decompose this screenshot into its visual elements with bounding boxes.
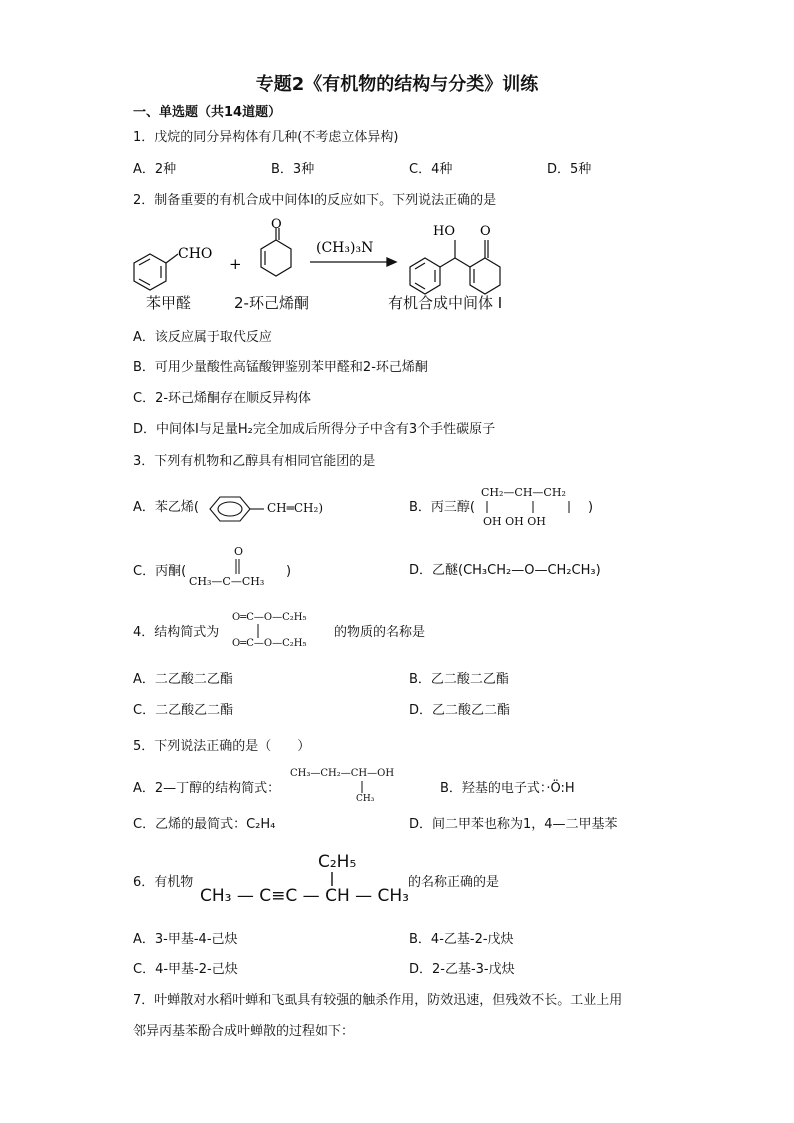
q6-option-a: A．3-甲基-4-己炔: [133, 932, 238, 947]
q3-option-b-close: ): [588, 500, 594, 515]
q4-prefix: 4．结构简式为: [133, 625, 220, 640]
q1-option-d: D．5种: [547, 162, 592, 177]
cho-label: CHO: [178, 246, 213, 262]
benzene-ring-icon: [206, 494, 264, 524]
q4-cc-bond: [254, 624, 262, 638]
q6-branch-bond: [329, 872, 335, 886]
q3-option-b-prefix: B．丙三醇(: [409, 500, 475, 515]
hydroxy-label: HO: [433, 224, 455, 239]
q1-option-b: B．3种: [271, 162, 315, 177]
q3-option-c-prefix: C．丙酮(: [133, 564, 187, 579]
q6-suffix: 的名称正确的是: [408, 875, 500, 890]
acetone-double-bond: [233, 559, 243, 575]
q4-suffix: 的物质的名称是: [334, 625, 426, 640]
cyclohexenone-structure: [261, 228, 291, 276]
q4-option-d: D．乙二酸乙二酯: [409, 703, 511, 718]
q1-option-c: C．4种: [409, 162, 453, 177]
q5-option-a-prefix: A．2—丁醇的结构简式：: [133, 781, 281, 796]
q6-prefix: 6．有机物: [133, 875, 194, 890]
reagent-label: (CH₃)₃N: [316, 240, 374, 256]
q3-option-a-chain: CH═CH₂): [267, 501, 324, 515]
label-cyclohexenone: 2-环己烯酮: [234, 294, 309, 312]
reaction-arrow: [310, 258, 396, 266]
q3-option-d: D．乙醚(CH₃CH₂—O—CH₂CH₃): [409, 563, 601, 578]
section-heading: 一、单选题（共14道题）: [133, 105, 282, 120]
q4-formula-row2: O═C—O—C₂H₅: [232, 638, 307, 649]
q5-option-b: B．羟基的电子式：·Ö:H: [440, 781, 575, 796]
benzaldehyde-structure: [134, 254, 178, 290]
q4-option-c: C．二乙酸乙二酯: [133, 703, 234, 718]
q7-line2: 邻异丙基苯酚合成叶蝉散的过程如下：: [133, 1024, 355, 1039]
q3-option-c-chain: CH₃—C—CH₃: [189, 575, 265, 588]
q4-option-b: B．乙二酸二乙酯: [409, 672, 509, 687]
q3-option-b-chain: CH₂—CH—CH₂: [481, 486, 566, 499]
q5-option-c: C．乙烯的最简式：C₂H₄: [133, 817, 276, 832]
q6-option-b: B．4-乙基-2-戊炔: [409, 932, 514, 947]
q1-option-a: A．2种: [133, 162, 177, 177]
page-title: 专题2《有机物的结构与分类》训练: [255, 74, 539, 95]
label-intermediate: 有机合成中间体 I: [388, 294, 503, 312]
q4-option-a: A．二乙酸二乙酯: [133, 672, 233, 687]
label-benzaldehyde: 苯甲醛: [146, 294, 192, 312]
q3-option-c-oxygen: O: [234, 545, 244, 558]
ketone-o-label-1: O: [271, 218, 282, 232]
q1-stem: 1．戊烷的同分异构体有几种(不考虑立体异构): [133, 130, 399, 145]
q4-formula-row1: O═C—O—C₂H₅: [232, 612, 307, 623]
q2-option-d: D．中间体I与足量H₂完全加成后所得分子中含有3个手性碳原子: [133, 422, 496, 437]
glycerol-bonds: [481, 500, 581, 514]
q3-option-a-prefix: A．苯乙烯(: [133, 500, 199, 515]
plus-sign: +: [229, 255, 242, 273]
q6-option-c: C．4-甲基-2-己炔: [133, 962, 238, 977]
q2-option-a: A．该反应属于取代反应: [133, 330, 272, 345]
q2-option-c: C．2-环己烯酮存在顺反异构体: [133, 391, 312, 406]
ketone-o-label-2: O: [480, 224, 491, 239]
q6-ethyl: C₂H₅: [318, 852, 357, 872]
q5-branch-bond: [359, 781, 365, 793]
q5-option-d: D．间二甲苯也称为1，4—二甲基苯: [409, 817, 618, 832]
q6-main-chain: CH₃ — C≡C — CH — CH₃: [200, 886, 409, 906]
q3-stem: 3．下列有机物和乙醇具有相同官能团的是: [133, 454, 376, 469]
intermediate-structure: [410, 240, 500, 294]
q5-option-a-methyl: CH₃: [356, 794, 375, 804]
q5-option-a-chain: CH₃—CH₂—CH—OH: [290, 768, 395, 779]
q5-stem: 5．下列说法正确的是（ ）: [133, 739, 311, 754]
q7-line1: 7．叶蝉散对水稻叶蝉和飞虱具有较强的触杀作用，防效迅速，但残效不长。工业上用: [133, 993, 623, 1008]
q2-option-b: B．可用少量酸性高锰酸钾鉴别苯甲醛和2-环己烯酮: [133, 360, 428, 375]
q3-option-c-close: ): [286, 564, 292, 579]
q3-option-b-hydroxyls: OH OH OH: [483, 515, 546, 528]
q6-option-d: D．2-乙基-3-戊炔: [409, 962, 515, 977]
q2-stem: 2．制备重要的有机合成中间体I的反应如下。下列说法正确的是: [133, 193, 497, 208]
